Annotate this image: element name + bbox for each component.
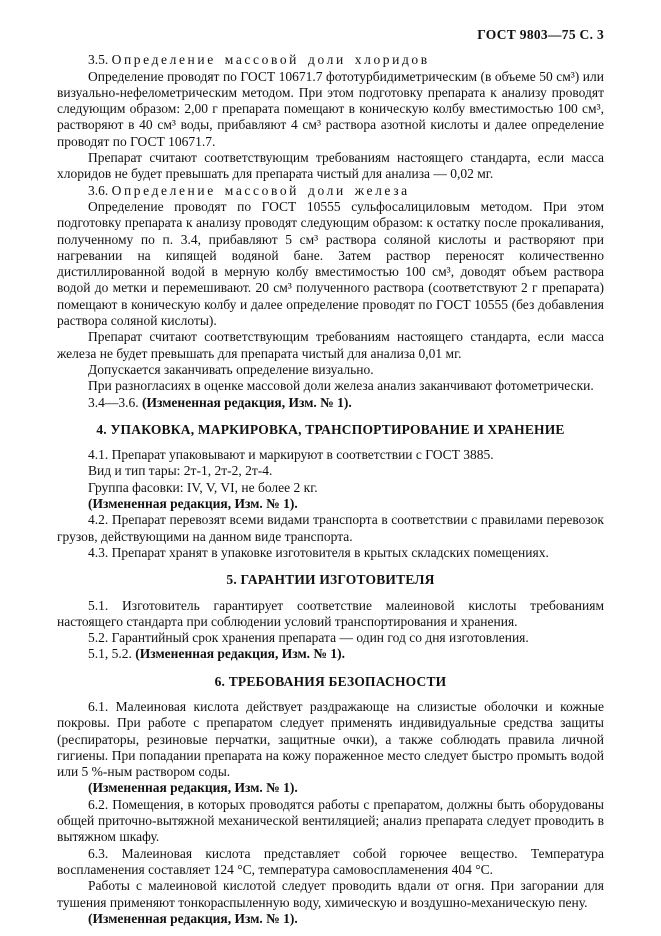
amendment-clause-range: 5.1, 5.2. (88, 646, 136, 662)
section-6-paragraph-2: 6.2. Помещения, в которых проводятся работы с препаратом, должны быть оборудованы общей приточно-вытяжной механической вентиляцией; анализ препарата следует проводить в вытяжном шкафу. (57, 796, 604, 845)
amendment-text: (Измененная редакция, Изм. № 1). (142, 394, 352, 410)
clause-3-5-title: Определение массовой доли хлоридов (111, 52, 430, 68)
section-4-paragraph-5: 4.3. Препарат хранят в упаковке изготовителя в крытых складских помещениях. (88, 544, 549, 560)
clause-3-6-paragraph-4: При разногласиях в оценке массовой доли железа анализ заканчивают фотометрически. (88, 378, 594, 394)
amendment-text: (Измененная редакция, Изм. № 1). (135, 646, 345, 662)
clause-3-6-title: Определение массовой доли железа (111, 182, 410, 198)
section-4-paragraph-3: Группа фасовки: IV, V, VI, не более 2 кг. (88, 479, 318, 495)
clause-3-5-number: 3.5. (88, 52, 109, 68)
section-4-paragraph-2: Вид и тип тары: 2т-1, 2т-2, 2т-4. (88, 463, 273, 479)
amendment-note-3-4-3-6 (57, 395, 604, 411)
clause-3-6-number: 3.6. (88, 182, 109, 198)
section-5-title: 5. ГАРАНТИИ ИЗГОТОВИТЕЛЯ (226, 572, 435, 588)
section-6-paragraph-1: 6.1. Малеиновая кислота действует раздражающе на слизистые оболочки и кожные покровы. При работе с препаратом следует применять индивидуальные средства защиты (респираторы, резиновые перчатки, защитные очки), а также соблюдать правила личной гигиены. При попадании препарата на кожу пораженное место следует быстро промыть водой или 5 %-ным раствором соды. (57, 698, 604, 780)
section-6-title: 6. ТРЕБОВАНИЯ БЕЗОПАСНОСТИ (214, 673, 447, 689)
section-6-paragraph-4: Работы с малеиновой кислотой следует проводить вдали от огня. При загорании для тушения применяют тонкораспыленную воду, химическую и воздушно-механическую пену. (57, 878, 604, 910)
amendment-clause-range: 3.4—3.6. (88, 394, 142, 410)
clause-3-5-paragraph-1: Определение проводят по ГОСТ 10671.7 фототурбидиметрическим (в объеме 50 см³) или визуально-нефелометрическим методом. При этом подготовку препарата к анализу проводят следующим образом: 2,00 г препарата помещают в коническую колбу вместимостью 100 см³, растворяют в 40 см³ воды, прибавляют 4 см³ раствора азотной кислоты и далее определение проводят по ГОСТ 10671.7. (57, 68, 604, 149)
section-5-paragraph-2: 5.2. Гарантийный срок хранения препарата — один год со дня изготовления. (88, 630, 529, 646)
clause-3-6-paragraph-1: Определение проводят по ГОСТ 10555 сульфосалициловым методом. При этом подготовку препарата к анализу проводят следующим образом: к остатку после прокаливания, полученному по п. 3.4, прибавляют 5 см³ раствора соляной кислоты и растворяют при нагревании на кипящей водяной бане. Затем раствор переносят количественно дистиллированной водой в мерную колбу вместимостью 100 см³, доводят объем раствора водой до метки и перемешивают. 20 см³ полученного раствора (соответствуют 2 г препарата) помещают в коническую колбу и далее определение проводят по ГОСТ 10555 (без добавления раствора соляной кислоты). (57, 198, 604, 329)
amendment-note-6-1: (Измененная редакция, Изм. № 1). (88, 780, 298, 796)
clause-3-5-paragraph-2: Препарат считают соответствующим требованиям настоящего стандарта, если масса хлоридов не будет превышать для препарата чистый для анализа — 0,02 мг. (57, 150, 604, 182)
amendment-note-5-1-5-2 (57, 646, 604, 662)
clause-3-6-paragraph-3: Допускается заканчивать определение визуально. (88, 361, 374, 377)
page-header: ГОСТ 9803—75 С. 3 (477, 27, 604, 42)
section-5-paragraph-1: 5.1. Изготовитель гарантирует соответствие малеиновой кислоты требованиям настоящего стандарта при соблюдении условий транспортирования и хранения. (57, 597, 604, 629)
section-6-paragraph-3: 6.3. Малеиновая кислота представляет собой горючее вещество. Температура воспламенения составляет 124 °С, температура самовоспламенения 404 °С. (57, 845, 604, 877)
section-4-paragraph-1: 4.1. Препарат упаковывают и маркируют в соответствии с ГОСТ 3885. (88, 447, 494, 463)
section-4-title: 4. УПАКОВКА, МАРКИРОВКА, ТРАНСПОРТИРОВАНИЕ И ХРАНЕНИЕ (96, 421, 565, 437)
amendment-note-4: (Измененная редакция, Изм. № 1). (88, 496, 298, 512)
section-4-paragraph-4: 4.2. Препарат перевозят всеми видами транспорта в соответствии с правилами перевозок грузов, действующими на данном виде транспорта. (57, 512, 604, 544)
amendment-note-6-3: (Измененная редакция, Изм. № 1). (88, 910, 298, 926)
clause-3-5-heading (57, 52, 604, 68)
clause-3-6-heading (57, 183, 604, 199)
clause-3-6-paragraph-2: Препарат считают соответствующим требованиям настоящего стандарта, если масса железа не будет превышать для препарата чистый для анализа 0,01 мг. (57, 329, 604, 361)
